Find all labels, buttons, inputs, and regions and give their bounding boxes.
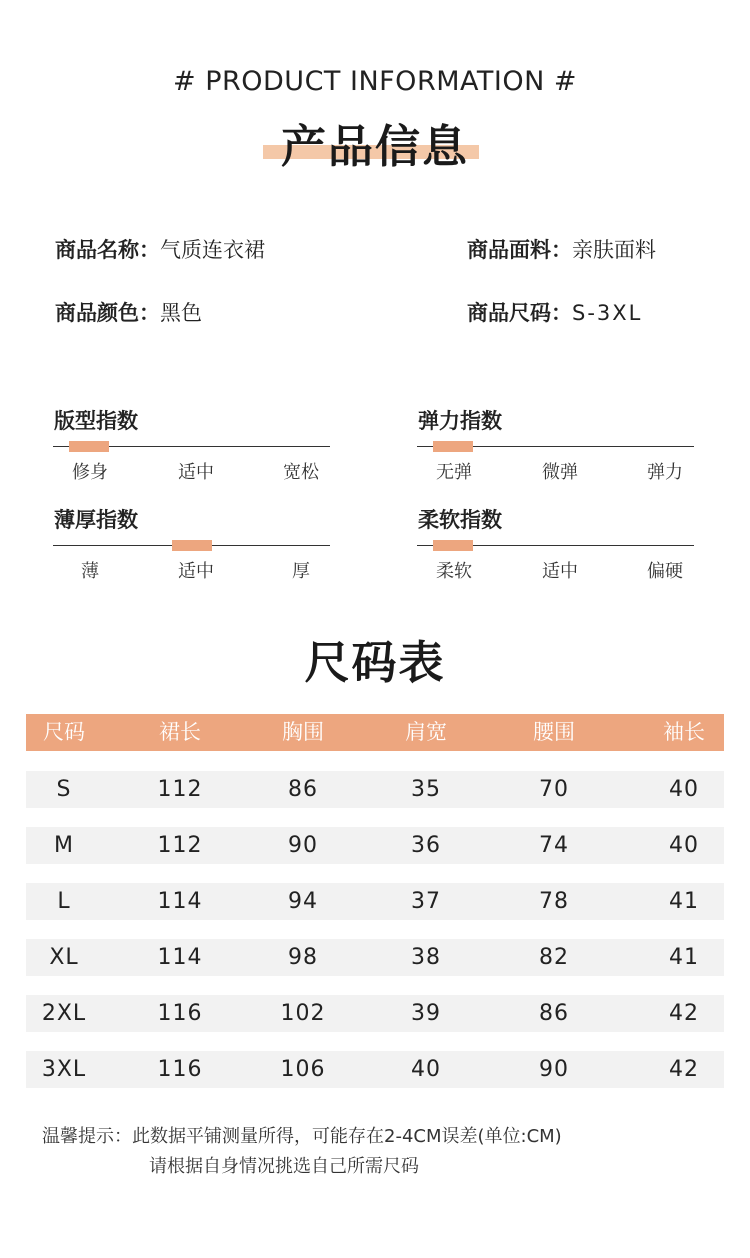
- softness-index-label-3: 偏硬: [647, 561, 683, 582]
- cell-sleeve: 40: [669, 833, 699, 858]
- info-product-color: [55, 297, 202, 327]
- cell-bust: 98: [288, 945, 318, 970]
- fit-index-label-1: 修身: [72, 462, 108, 483]
- header-size: 尺码: [43, 720, 85, 744]
- table-row: [26, 827, 724, 864]
- product-size-value: S-3XL: [572, 301, 643, 325]
- cell-bust: 94: [288, 889, 318, 914]
- cell-waist: 78: [539, 889, 569, 914]
- cell-size: L: [57, 889, 71, 914]
- cell-size: M: [54, 833, 74, 858]
- header-shoulder: 肩宽: [405, 720, 447, 744]
- info-product-size: [467, 297, 642, 327]
- product-name-label: 商品名称：: [55, 238, 160, 262]
- english-title: # PRODUCT INFORMATION #: [173, 66, 577, 97]
- thickness-index-title: 薄厚指数: [54, 508, 138, 532]
- cell-shoulder: 38: [411, 945, 441, 970]
- cell-shoulder: 37: [411, 889, 441, 914]
- fit-index-label-3: 宽松: [283, 462, 319, 483]
- table-row: [26, 771, 724, 808]
- header-sleeve: 袖长: [663, 720, 705, 744]
- product-name-value: 气质连衣裙: [160, 238, 265, 262]
- cell-shoulder: 40: [411, 1057, 441, 1082]
- softness-index-label-1: 柔软: [436, 561, 472, 582]
- product-color-value: 黑色: [160, 301, 202, 325]
- page-title: 产品信息: [280, 120, 469, 173]
- cell-shoulder: 36: [411, 833, 441, 858]
- cell-size: XL: [49, 945, 79, 970]
- thickness-index-label-1: 薄: [81, 561, 99, 582]
- size-table-header: [26, 714, 724, 751]
- measurement-note: 温馨提示：此数据平铺测量所得，可能存在2-4CM误差(单位:CM): [42, 1126, 562, 1147]
- elasticity-index-title: 弹力指数: [418, 409, 502, 433]
- cell-dress-length: 114: [157, 945, 203, 970]
- cell-sleeve: 41: [669, 945, 699, 970]
- product-fabric-value: 亲肤面料: [572, 238, 656, 262]
- cell-waist: 74: [539, 833, 569, 858]
- product-fabric-label: 商品面料：: [467, 238, 572, 262]
- cell-size: 2XL: [41, 1001, 87, 1026]
- cell-size: 3XL: [41, 1057, 87, 1082]
- cell-bust: 90: [288, 833, 318, 858]
- cell-bust: 102: [280, 1001, 326, 1026]
- cell-dress-length: 116: [157, 1057, 203, 1082]
- cell-sleeve: 40: [669, 777, 699, 802]
- size-table-title: 尺码表: [304, 636, 446, 689]
- product-size-label: 商品尺码：: [467, 301, 572, 325]
- info-product-fabric: [467, 234, 656, 264]
- cell-bust: 86: [288, 777, 318, 802]
- cell-dress-length: 112: [157, 777, 203, 802]
- fit-index-label-2: 适中: [178, 462, 214, 483]
- elasticity-index-label-3: 弹力: [647, 462, 683, 483]
- softness-index-marker: [433, 540, 473, 551]
- product-color-label: 商品颜色：: [55, 301, 160, 325]
- header-dress-length: 裙长: [159, 720, 201, 744]
- cell-shoulder: 39: [411, 1001, 441, 1026]
- elasticity-index-label-2: 微弹: [542, 462, 578, 483]
- measurement-note-2: 请根据自身情况挑选自己所需尺码: [149, 1156, 419, 1177]
- softness-index-label-2: 适中: [542, 561, 578, 582]
- cell-waist: 82: [539, 945, 569, 970]
- table-row: [26, 995, 724, 1032]
- cell-waist: 86: [539, 1001, 569, 1026]
- elasticity-index-marker: [433, 441, 473, 452]
- table-row: [26, 1051, 724, 1088]
- cell-size: S: [56, 777, 72, 802]
- thickness-index-label-3: 厚: [292, 561, 310, 582]
- cell-shoulder: 35: [411, 777, 441, 802]
- softness-index-title: 柔软指数: [418, 508, 502, 532]
- table-row: [26, 883, 724, 920]
- cell-bust: 106: [280, 1057, 326, 1082]
- cell-sleeve: 41: [669, 889, 699, 914]
- header-bust: 胸围: [282, 720, 324, 744]
- cell-dress-length: 116: [157, 1001, 203, 1026]
- info-product-name: [55, 234, 265, 264]
- table-row: [26, 939, 724, 976]
- cell-sleeve: 42: [669, 1001, 699, 1026]
- cell-dress-length: 114: [157, 889, 203, 914]
- elasticity-index-label-1: 无弹: [436, 462, 472, 483]
- thickness-index-label-2: 适中: [178, 561, 214, 582]
- cell-dress-length: 112: [157, 833, 203, 858]
- cell-waist: 70: [539, 777, 569, 802]
- thickness-index-marker: [172, 540, 212, 551]
- cell-waist: 90: [539, 1057, 569, 1082]
- header-waist: 腰围: [533, 720, 575, 744]
- fit-index-marker: [69, 441, 109, 452]
- fit-index-title: 版型指数: [54, 409, 138, 433]
- cell-sleeve: 42: [669, 1057, 699, 1082]
